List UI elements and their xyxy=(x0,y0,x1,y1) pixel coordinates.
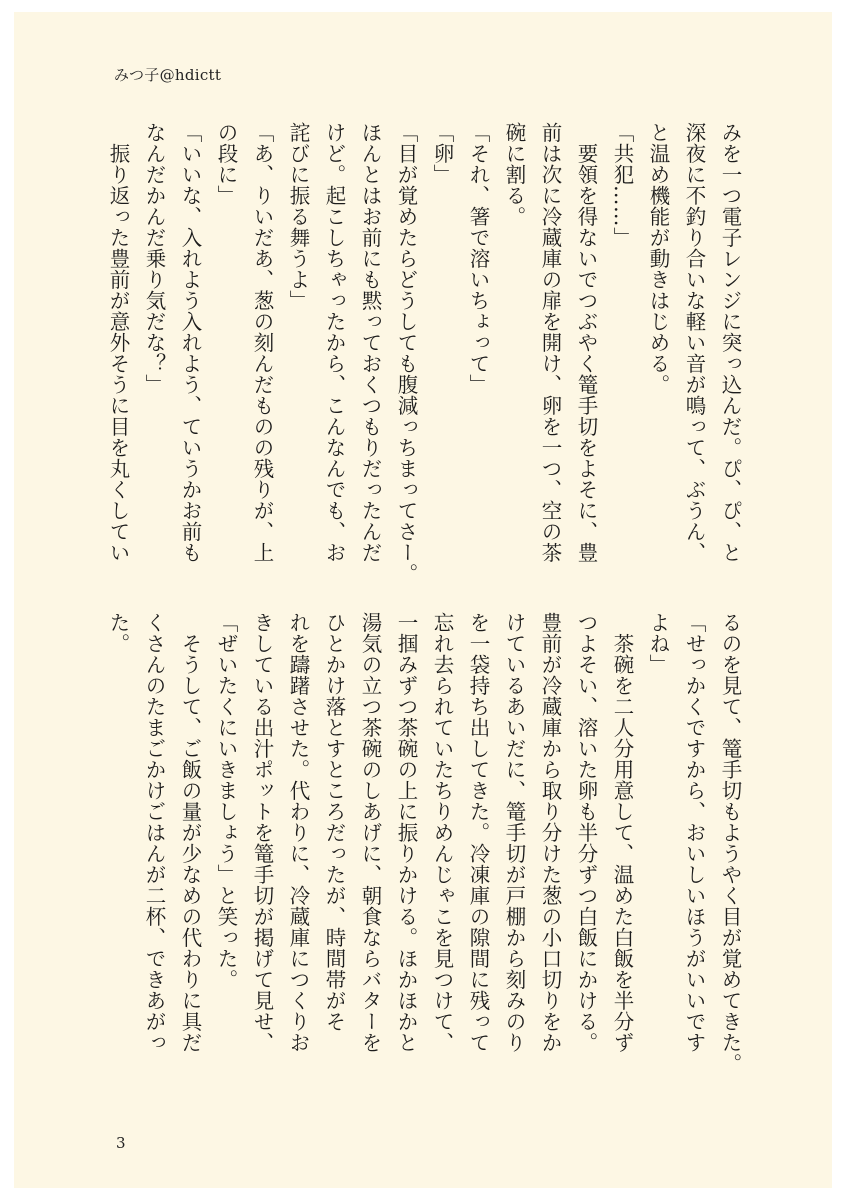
text-line: なんだかんだ乗り気だな？」 xyxy=(142,122,166,395)
text-line: 碗に割る。 xyxy=(502,122,526,227)
text-line: 「それ、箸で溶いちょって」 xyxy=(466,122,490,395)
text-line: れを躊躇させた。代わりに、冷蔵庫につくりお xyxy=(286,612,310,1053)
text-line: けているあいだに、篭手切が戸棚から刻みのり xyxy=(502,612,526,1053)
text-line: みを一つ電子レンジに突っ込んだ。ぴ、ぴ、と xyxy=(718,122,742,563)
text-line: と温め機能が動きはじめる。 xyxy=(646,122,670,395)
text-line: 深夜に不釣り合いな軽い音が鳴って、ぶうん、 xyxy=(682,122,706,563)
text-line: くさんのたまごかけごはんが二杯、できあがっ xyxy=(142,612,166,1053)
text-line: けど。起こしちゃったから、こんなんでも、お xyxy=(322,122,346,563)
text-line: そうして、ご飯の量が少なめの代わりに具だ xyxy=(178,612,202,1053)
text-line: 忘れ去られていたちりめんじゃこを見つけて、 xyxy=(430,612,454,1053)
text-line: 振り返った豊前が意外そうに目を丸くしてい xyxy=(106,122,130,563)
book-page xyxy=(14,12,832,1188)
text-line: 一掴みずつ茶碗の上に振りかける。ほかほかと xyxy=(394,612,418,1053)
text-line: 「せっかくですから、おいしいほうがいいです xyxy=(682,612,706,1053)
text-line: ひとかけ落とすところだったが、時間帯がそ xyxy=(322,612,346,1032)
text-line: ほんとはお前にも黙っておくつもりだったんだ xyxy=(358,122,382,563)
text-line: た。 xyxy=(106,612,130,654)
text-line: を一袋持ち出してきた。冷凍庫の隙間に残って xyxy=(466,612,490,1053)
text-line: 豊前が冷蔵庫から取り分けた葱の小口切りをか xyxy=(538,612,562,1053)
text-line: るのを見て、篭手切もようやく目が覚めてきた。 xyxy=(718,612,742,1074)
text-line: 「あ、りいだあ、葱の刻んだものの残りが、上 xyxy=(250,122,274,563)
text-line: 前は次に冷蔵庫の扉を開け、卵を一つ、空の茶 xyxy=(538,122,562,563)
page-number: 3 xyxy=(116,1134,126,1152)
text-line: の段に」 xyxy=(214,122,238,206)
text-line: 「卵」 xyxy=(430,122,454,185)
author-header: みつ子@hdictt xyxy=(114,66,222,84)
text-line: 「ぜいたくにいきましょう」と笑った。 xyxy=(214,612,238,990)
text-line: 「共犯……」 xyxy=(610,122,634,248)
text-line: きしている出汁ポットを篭手切が掲げて見せ、 xyxy=(250,612,274,1053)
text-line: 「いいな、入れよう入れよう、ていうかお前も xyxy=(178,122,202,563)
text-line: 要領を得ないでつぶやく篭手切をよそに、豊 xyxy=(574,122,598,563)
text-line: 茶碗を二人分用意して、温めた白飯を半分ず xyxy=(610,612,634,1053)
text-line: つよそい、溶いた卵も半分ずつ白飯にかける。 xyxy=(574,612,598,1053)
text-line: 「目が覚めたらどうしても腹減っちまってさー。 xyxy=(394,122,418,584)
text-line: 詫びに振る舞うよ」 xyxy=(286,122,310,311)
text-block-bottom xyxy=(98,612,748,1100)
text-block-top xyxy=(98,122,748,592)
text-line: 湯気の立つ茶碗のしあげに、朝食ならバターを xyxy=(358,612,382,1053)
text-line: よね」 xyxy=(646,612,670,675)
